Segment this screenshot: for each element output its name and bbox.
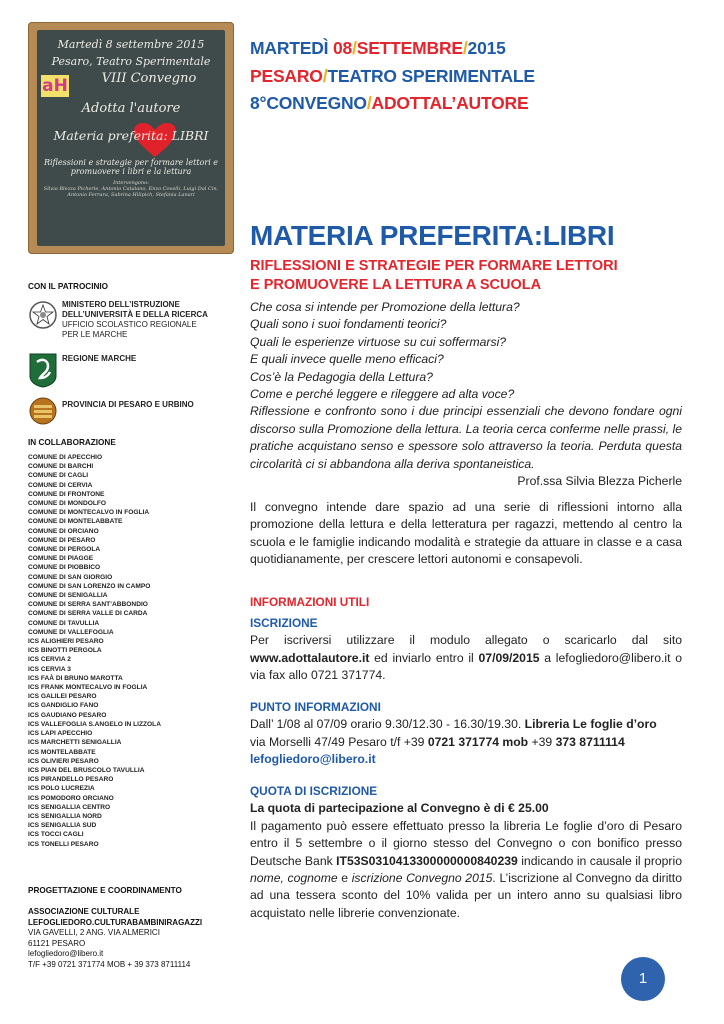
collaborator-item: ICS CERVIA 2 [28, 656, 71, 664]
collaborazione-heading: IN COLLABORAZIONE [28, 438, 116, 447]
subtitle-line-1: RIFLESSIONI E STRATEGIE PER FORMARE LETTORI [250, 258, 618, 274]
site-link[interactable]: www.adottalautore.it [250, 650, 370, 665]
collaborator-item: COMUNE DI PIOBBICO [28, 564, 101, 572]
collaborator-item: ICS SENIGALLIA SUD [28, 822, 97, 830]
provincia-entry [28, 396, 228, 426]
header-line-place [250, 66, 535, 87]
collaborator-item: COMUNE DI CAGLI [28, 472, 89, 480]
subtitle-line-2: E PROMUOVERE LA LETTURA A SCUOLA [250, 277, 542, 293]
poster-place: Pesaro, Teatro Sperimentale [51, 55, 211, 68]
organizer-line: ASSOCIAZIONE CULTURALE [28, 907, 140, 916]
punto-heading: PUNTO INFORMAZIONI [250, 700, 381, 714]
collaborator-item: ICS GANDIGLIO FANO [28, 702, 99, 710]
collaborator-item: ICS PIRANDELLO PESARO [28, 776, 114, 784]
poster-subtitle: Riflessioni e strategie per formare lettori e promuovere i libri e la lettura [43, 158, 219, 176]
regione-entry [28, 352, 228, 388]
collaborator-item: ICS FAÀ DI BRUNO MAROTTA [28, 674, 123, 682]
header-venue: TEATRO SPERIMENTALE [327, 66, 535, 86]
collaborator-item: COMUNE DI PIAGGE [28, 555, 94, 563]
intro-paragraph: Il convegno intende dare spazio ad una serie di riflessioni intorno alla promozione della lettura e della letteratura per ragazzi, mettendo al centro la scuola e le famiglie indicando modalità e strategie da attuare in classe e a casa quotidianamente, per crescere lettori autonomi e consapevoli. [250, 500, 682, 567]
iscrizione-section [250, 615, 682, 685]
collaborator-item: COMUNE DI BARCHI [28, 463, 94, 471]
collaborator-item: ICS FRANK MONTECALVO IN FOGLIA [28, 684, 148, 692]
poster-convegno: VIII Convegno [101, 71, 197, 86]
collaborator-item: COMUNE DI SAN GIORGIO [28, 573, 113, 581]
quota-heading: QUOTA DI ISCRIZIONE [250, 784, 378, 798]
iscrizione-heading: ISCRIZIONE [250, 616, 318, 630]
collaborator-item: COMUNE DI SAN LORENZO IN CAMPO [28, 582, 151, 590]
email-link[interactable]: lefogliedoro@libero.it [250, 752, 376, 767]
info-heading: INFORMAZIONI UTILI [250, 595, 370, 609]
question: Come e perché leggere e rileggere ad alta voce? [250, 387, 515, 402]
progettazione-heading: PROGETTAZIONE E COORDINAMENTO [28, 886, 182, 895]
question: E quali invece quelle meno efficaci? [250, 352, 444, 367]
collaborator-item: ICS OLIVIERI PESARO [28, 757, 99, 765]
organizer-city: 61121 PESARO [28, 938, 86, 948]
collaborator-item: COMUNE DI PERGOLA [28, 546, 101, 554]
collaborator-item: ICS PIAN DEL BRUSCOLO TAVULLIA [28, 766, 145, 774]
collaborator-item: ICS CERVIA 3 [28, 665, 71, 673]
page-number-badge: 1 [621, 957, 665, 1001]
adotta-autore-logo: aH [42, 76, 68, 96]
header-city: PESARO [250, 66, 323, 86]
header-line-date [250, 38, 506, 59]
italian-republic-emblem-icon [28, 300, 58, 330]
collaborator-item: COMUNE DI MONTELABBATE [28, 518, 123, 526]
collaborator-item: ICS MARCHETTI SENIGALLIA [28, 739, 122, 747]
mobile-label: mob [502, 734, 529, 749]
header-day: MARTEDÌ [250, 38, 333, 58]
collaborator-item: COMUNE DI ORCIANO [28, 527, 99, 535]
question: Che cosa si intende per Promozione della lettura? [250, 300, 520, 314]
ministero-line: PER LE MARCHE [62, 330, 128, 339]
poster-speakers-names: Silvia Blezza Picherle, Antonio Catalano, Enzo Covelli, Luigi Dal Cin, Antonio Ferrara, Sabrina Hilipich, Stefania Lanari [43, 186, 219, 198]
punto-contacts: via Morselli 47/49 Pesaro t/f +39 0721 371774 mob +39 373 8711114 [250, 734, 625, 749]
question: Cos’è la Pedagogia della Lettura? [250, 369, 433, 384]
organizer-address: VIA GAVELLI, 2 ANG. VIA ALMERICI [28, 928, 160, 938]
ministero-line: MINISTERO DELL’ISTRUZIONE [62, 300, 180, 309]
header-line-event [250, 93, 528, 114]
collaborator-item: COMUNE DI SENIGALLIA [28, 592, 108, 600]
ministero-entry [28, 300, 228, 339]
punto-informazioni-section [250, 699, 682, 769]
poster-adotta: Adotta l'autore [81, 101, 181, 116]
collaborator-item: ICS VALLEFOGLIA S.ANGELO IN LIZZOLA [28, 720, 161, 728]
regione-marche-logo-icon [28, 352, 58, 388]
poster-date: Martedì 8 settembre 2015 [57, 38, 205, 51]
quota-fee: La quota di partecipazione al Convegno è di € 25.00 [250, 801, 549, 816]
header-daynum: 08 [332, 38, 353, 58]
header-year: 2015 [467, 38, 506, 58]
collaborator-item: COMUNE DI PESARO [28, 536, 96, 544]
collaborator-item: COMUNE DI FRONTONE [28, 490, 105, 498]
collaborator-item: COMUNE DI TAVULLIA [28, 619, 100, 627]
collaborator-item: ICS LAPI APECCHIO [28, 730, 93, 738]
questions-block [250, 299, 682, 490]
organizer-email[interactable]: lefogliedoro@libero.it [28, 949, 104, 959]
chalkboard [37, 30, 225, 246]
header-convegno: 8°CONVEGNO [250, 93, 367, 113]
header-slash: / [352, 38, 357, 58]
deadline-date: 07/09/2015 [478, 650, 540, 665]
header-slash: / [366, 93, 372, 113]
collaborator-item: ICS BINOTTI PERGOLA [28, 647, 102, 655]
organizer-block [28, 907, 202, 971]
header-adotta: ADOTTAL’AUTORE [371, 93, 529, 113]
collaborator-item: ICS SENIGALLIA CENTRO [28, 803, 111, 811]
collaborator-item: ICS SENIGALLIA NORD [28, 812, 102, 820]
provincia-pesaro-urbino-logo-icon [28, 396, 58, 426]
collaborator-item: ICS POMODORO ORCIANO [28, 794, 114, 802]
collaborator-item: ICS POLO LUCREZIA [28, 785, 95, 793]
collaborator-item: ICS GALILEI PESARO [28, 693, 97, 701]
mobile-number: 373 8711114 [555, 734, 625, 749]
collaborator-item: ICS GAUDIANO PESARO [28, 711, 107, 719]
header-month: SETTEMBRE [356, 38, 463, 58]
header-slash: / [322, 66, 328, 86]
punto-text: Dall’ 1/08 al 07/09 orario 9.30/12.30 - 16.30/19.30. Libreria Le foglie d’oro [250, 717, 657, 732]
header-slash: / [462, 38, 468, 58]
reflection-paragraph: Riflessione e confronto sono i due principi essenziali che devono fondare ogni discorso sulla Promozione della lettura. La teoria cerca conferme nelle prassi, le pratiche acquistano senso e spessore solo attraverso la teoria. Perduta questa circolarità ci si abbandona alla deriva spontaneistica. [250, 404, 682, 471]
phone-number: 0721 371774 [427, 734, 499, 749]
quota-section [250, 783, 682, 922]
page-title: MATERIA PREFERITA:LIBRI [250, 220, 615, 251]
collaborator-item: COMUNE DI VALLEFOGLIA [28, 628, 114, 636]
poster-materia: Materia preferita: LIBRI [53, 128, 209, 143]
collaborator-item: ICS TONELLI PESARO [28, 840, 99, 848]
signature: Prof.ssa Silvia Blezza Picherle [517, 474, 682, 489]
iban: IT53S0310413300000000840239 [336, 853, 518, 868]
organizer-phones: T/F +39 0721 371774 MOB + 39 373 8711114 [28, 959, 191, 969]
info-section [250, 594, 682, 611]
chalkboard-poster-image [28, 22, 234, 254]
question: Quali le esperienze virtuose su cui soffermarsi? [250, 334, 507, 349]
question: Quali sono i suoi fondamenti teorici? [250, 317, 447, 332]
provincia-label: PROVINCIA DI PESARO E URBINO [62, 400, 194, 409]
quota-text: Il pagamento può essere effettuato presso la libreria Le foglie d’oro di Pesaro entro il 5 settembre o il giorno stesso del Convegno o con bonifico presso Deutsche Bank IT53S0310413300000000840239 indicando in causale il proprio nome, cognome e iscrizione Convegno 2015. L’iscrizione al Convegno da diritto ad una tessera sconto del 10% valida per un intero anno su qualsiasi libro acquistato nelle librerie convenzionate. [250, 818, 682, 920]
patrocinio-heading: CON IL PATROCINIO [28, 282, 109, 291]
collaborator-item: ICS ALIGHIERI PESARO [28, 638, 104, 646]
page-subtitle [250, 257, 690, 295]
collaborator-item: COMUNE DI SERRA VALLE DI CARDA [28, 610, 148, 618]
poster-speakers [37, 180, 225, 198]
collaborator-item: COMUNE DI SERRA SANT’ABBONDIO [28, 601, 148, 609]
iscrizione-text: Per iscriversi utilizzare il modulo allegato o scaricarlo dal sito www.adottalautore.it ed inviarlo entro il 07/09/2015 a lefogliedoro@libero.it o via fax allo 0721 371774. [250, 633, 682, 683]
regione-label: REGIONE MARCHE [62, 354, 137, 363]
organizer-line: LEFOGLIEDORO.CULTURABAMBINIRAGAZZI [28, 917, 203, 927]
ministero-line: UFFICIO SCOLASTICO REGIONALE [62, 320, 197, 329]
collaborator-item: ICS TOCCI CAGLI [28, 831, 84, 839]
collaborators-list [28, 453, 161, 849]
collaborator-item: COMUNE DI MONTECALVO IN FOGLIA [28, 509, 150, 517]
collaborator-item: COMUNE DI CERVIA [28, 481, 93, 489]
collaborator-item: COMUNE DI MONDOLFO [28, 500, 107, 508]
collaborator-item: COMUNE DI APECCHIO [28, 454, 103, 461]
shop-name: Libreria Le foglie d’oro [524, 717, 657, 732]
ministero-line: DELL’UNIVERSITÀ E DELLA RICERCA [62, 310, 208, 319]
collaborator-item: ICS MONTELABBATE [28, 748, 96, 756]
poster-speakers-label: Intervengono: [113, 180, 149, 186]
